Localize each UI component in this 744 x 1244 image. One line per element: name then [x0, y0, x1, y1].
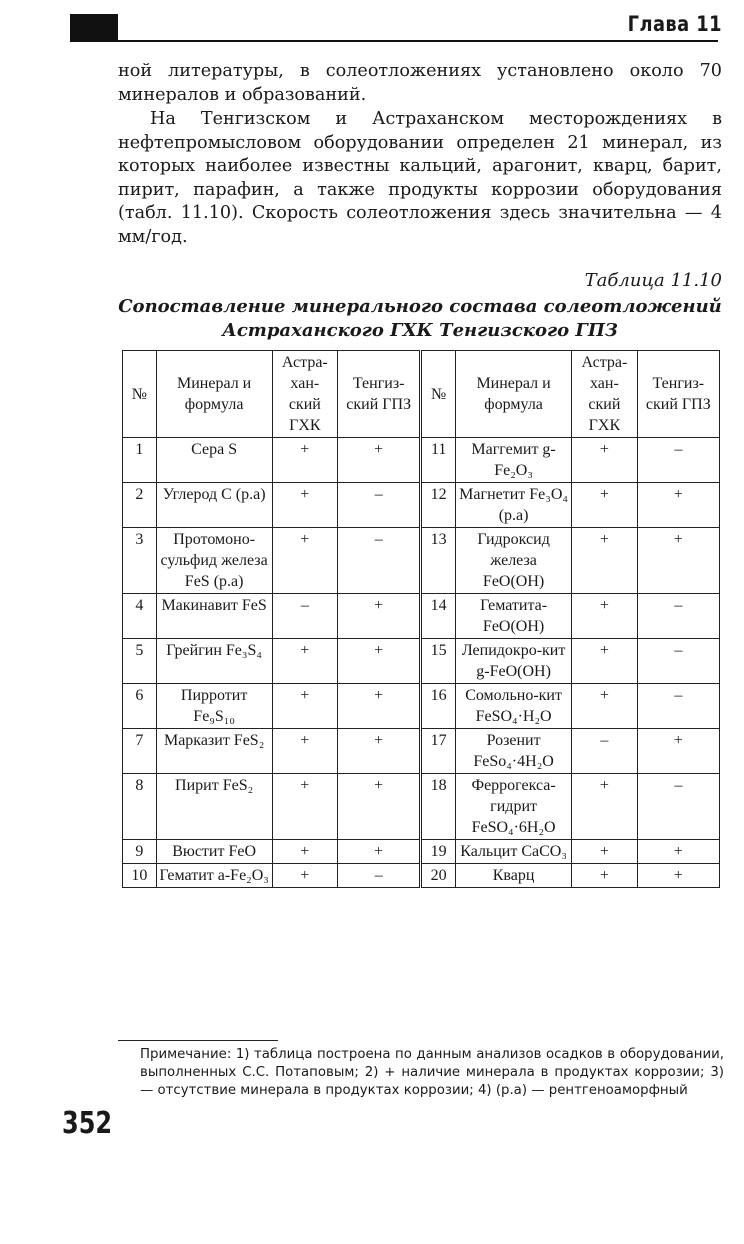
cell-teng: + [637, 729, 719, 774]
paragraph-2: На Тенгизском и Астраханском месторождениях в нефтепромысловом оборудовании определен 21 минерал, из которых наиболее известны кальций, арагонит, кварц, барит, пирит, парафин, а также продукты коррозии оборудования (табл. 11.10). Скорость солеотложения здесь значительна — 4 мм/год. [118, 109, 722, 247]
cell-teng: + [338, 594, 421, 639]
cell-astr: + [272, 438, 337, 483]
cell-mineral: Сомольно-кит FeSO₄·H₂O [456, 684, 572, 729]
table-row [123, 864, 720, 888]
cell-astr: + [572, 594, 637, 639]
header-astrakhan: Астра-хан-ский ГХК [572, 351, 637, 438]
table-header-row [123, 351, 720, 438]
cell-no: 10 [123, 864, 157, 888]
table-row [123, 528, 720, 594]
cell-no: 1 [123, 438, 157, 483]
cell-mineral: Гематита-FeO(OH) [456, 594, 572, 639]
table-row [123, 684, 720, 729]
cell-astr: + [272, 483, 337, 528]
header-no: № [421, 351, 456, 438]
cell-no: 8 [123, 774, 157, 840]
table-row [123, 774, 720, 840]
cell-astr: + [572, 840, 637, 864]
cell-teng: + [637, 483, 719, 528]
paragraph-1: ной литературы, в солеотложениях установлено около 70 минералов и образований. [118, 61, 722, 105]
cell-astr: + [572, 483, 637, 528]
cell-astr: + [572, 639, 637, 684]
cell-no: 17 [421, 729, 456, 774]
cell-no: 9 [123, 840, 157, 864]
table-row [123, 483, 720, 528]
cell-astr: + [572, 684, 637, 729]
cell-mineral: Пирротит Fe₉S₁₀ [156, 684, 272, 729]
cell-teng: + [637, 840, 719, 864]
cell-teng: – [338, 483, 421, 528]
cell-astr: + [272, 840, 337, 864]
cell-mineral: Сера S [156, 438, 272, 483]
cell-no: 15 [421, 639, 456, 684]
cell-mineral: Грейгин Fe₃S₄ [156, 639, 272, 684]
minerals-table [122, 350, 720, 888]
cell-mineral: Розенит FeSo₄·4H₂O [456, 729, 572, 774]
cell-astr: + [572, 528, 637, 594]
table-title: Сопоставление минерального состава солеотложений Астраханского ГХК Тенгизского ГПЗ [118, 296, 722, 341]
cell-no: 20 [421, 864, 456, 888]
cell-mineral: Маггемит g-Fe₂O₃ [456, 438, 572, 483]
cell-mineral: Пирит FeS₂ [156, 774, 272, 840]
cell-mineral: Магнетит Fe₃O₄ (р.а) [456, 483, 572, 528]
cell-no: 14 [421, 594, 456, 639]
cell-astr: + [572, 864, 637, 888]
header-no: № [123, 351, 157, 438]
cell-mineral: Кальцит CaCO₃ [456, 840, 572, 864]
cell-mineral: Кварц [456, 864, 572, 888]
cell-astr: + [572, 438, 637, 483]
cell-no: 19 [421, 840, 456, 864]
cell-mineral: Макинавит FeS [156, 594, 272, 639]
cell-mineral: Гематит a-Fe₂O₃ [156, 864, 272, 888]
cell-astr: + [272, 528, 337, 594]
cell-teng: – [637, 684, 719, 729]
cell-teng: – [338, 528, 421, 594]
table-row [123, 594, 720, 639]
chapter-title: Глава 11 [627, 12, 722, 36]
cell-astr: + [272, 684, 337, 729]
cell-no: 11 [421, 438, 456, 483]
cell-no: 2 [123, 483, 157, 528]
cell-teng: – [637, 438, 719, 483]
cell-astr: + [572, 774, 637, 840]
table-row [123, 639, 720, 684]
footnote-rule [118, 1040, 278, 1041]
header-mineral: Минерал и формула [456, 351, 572, 438]
cell-teng: – [338, 864, 421, 888]
cell-mineral: Протомоно-сульфид железа FeS (р.а) [156, 528, 272, 594]
header-mineral: Минерал и формула [156, 351, 272, 438]
cell-astr: + [272, 729, 337, 774]
cell-teng: + [338, 438, 421, 483]
cell-teng: – [637, 594, 719, 639]
cell-teng: + [637, 864, 719, 888]
cell-no: 13 [421, 528, 456, 594]
cell-teng: + [338, 729, 421, 774]
cell-no: 16 [421, 684, 456, 729]
cell-teng: + [338, 639, 421, 684]
cell-no: 5 [123, 639, 157, 684]
cell-no: 12 [421, 483, 456, 528]
cell-teng: + [338, 684, 421, 729]
cell-astr: + [272, 639, 337, 684]
cell-mineral: Феррогекса-гидрит FeSO₄·6H₂O [456, 774, 572, 840]
cell-teng: – [637, 639, 719, 684]
cell-mineral: Марказит FeS₂ [156, 729, 272, 774]
cell-no: 18 [421, 774, 456, 840]
header-tengiz: Тенгиз-ский ГПЗ [637, 351, 719, 438]
cell-mineral: Гидроксид железа FeO(OH) [456, 528, 572, 594]
header-block [70, 14, 118, 42]
cell-teng: + [338, 774, 421, 840]
cell-mineral: Лепидокро-кит g-FeO(OH) [456, 639, 572, 684]
cell-astr: + [272, 774, 337, 840]
page-number: 352 [62, 1106, 113, 1141]
cell-no: 3 [123, 528, 157, 594]
cell-no: 6 [123, 684, 157, 729]
header-tengiz: Тенгиз-ский ГПЗ [338, 351, 421, 438]
cell-astr: – [572, 729, 637, 774]
cell-mineral: Вюстит FeO [156, 840, 272, 864]
table-row [123, 729, 720, 774]
cell-no: 4 [123, 594, 157, 639]
cell-teng: + [338, 840, 421, 864]
cell-mineral: Углерод C (р.а) [156, 483, 272, 528]
table-number: Таблица 11.10 [584, 270, 722, 291]
header-astrakhan: Астра-хан-ский ГХК [272, 351, 337, 438]
table-row [123, 438, 720, 483]
cell-teng: + [637, 528, 719, 594]
cell-teng: – [637, 774, 719, 840]
table-row [123, 840, 720, 864]
cell-astr: – [272, 594, 337, 639]
table-footnote: Примечание: 1) таблица построена по данным анализов осадков в оборудовании, выполненных С.С. Потаповым; 2) + наличие минерала в продуктах коррозии; 3) — отсутствие минерала в продуктах коррозии; 4) (р.а) — рентгеноаморфный [140, 1047, 724, 1098]
cell-astr: + [272, 864, 337, 888]
cell-no: 7 [123, 729, 157, 774]
header-rule [118, 40, 718, 42]
